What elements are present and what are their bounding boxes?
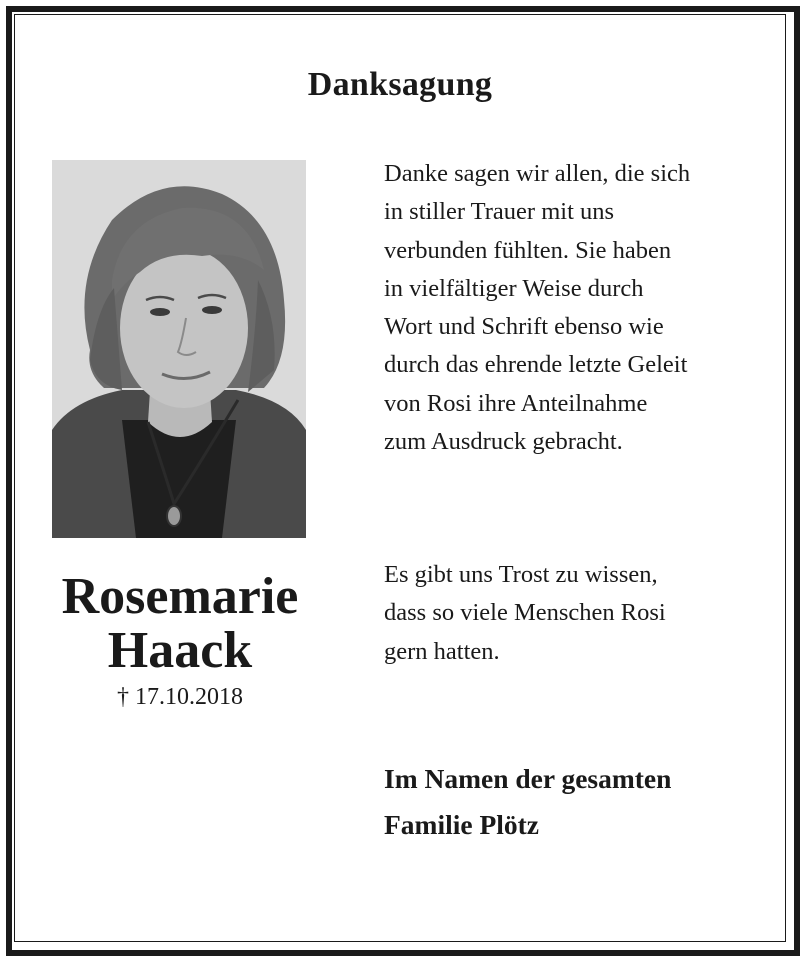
text-line: in vielfältiger Weise durch bbox=[384, 274, 644, 302]
deceased-last-name: Haack bbox=[107, 622, 253, 679]
comfort-paragraph bbox=[384, 556, 784, 671]
signature-line: Im Namen der gesamten bbox=[384, 763, 672, 794]
text-line: Danke sagen wir allen, die sich bbox=[384, 160, 691, 187]
text-line: dass so viele Menschen Rosi bbox=[384, 599, 666, 627]
death-date: † 17.10.2018 bbox=[117, 684, 243, 710]
text-line: durch das ehrende letzte Geleit bbox=[384, 351, 688, 379]
signature-line: Familie Plötz bbox=[384, 809, 540, 840]
text-line: von Rosi ihre Anteilnahme bbox=[384, 389, 648, 417]
text-line: verbunden fühlten. Sie haben bbox=[384, 236, 672, 264]
text-line: Es gibt uns Trost zu wissen, bbox=[384, 561, 658, 588]
text-line: zum Ausdruck gebracht. bbox=[384, 428, 623, 456]
text-line: gern hatten. bbox=[384, 637, 500, 665]
text-line: in stiller Trauer mit uns bbox=[384, 198, 615, 226]
portrait-illustration bbox=[52, 160, 306, 538]
text-line: Wort und Schrift ebenso wie bbox=[384, 313, 664, 341]
portrait-photo bbox=[52, 160, 306, 538]
signature bbox=[384, 756, 784, 848]
page-title: Danksagung bbox=[307, 66, 493, 103]
thanks-paragraph bbox=[384, 155, 784, 461]
deceased-first-name: Rosemarie bbox=[61, 568, 299, 625]
